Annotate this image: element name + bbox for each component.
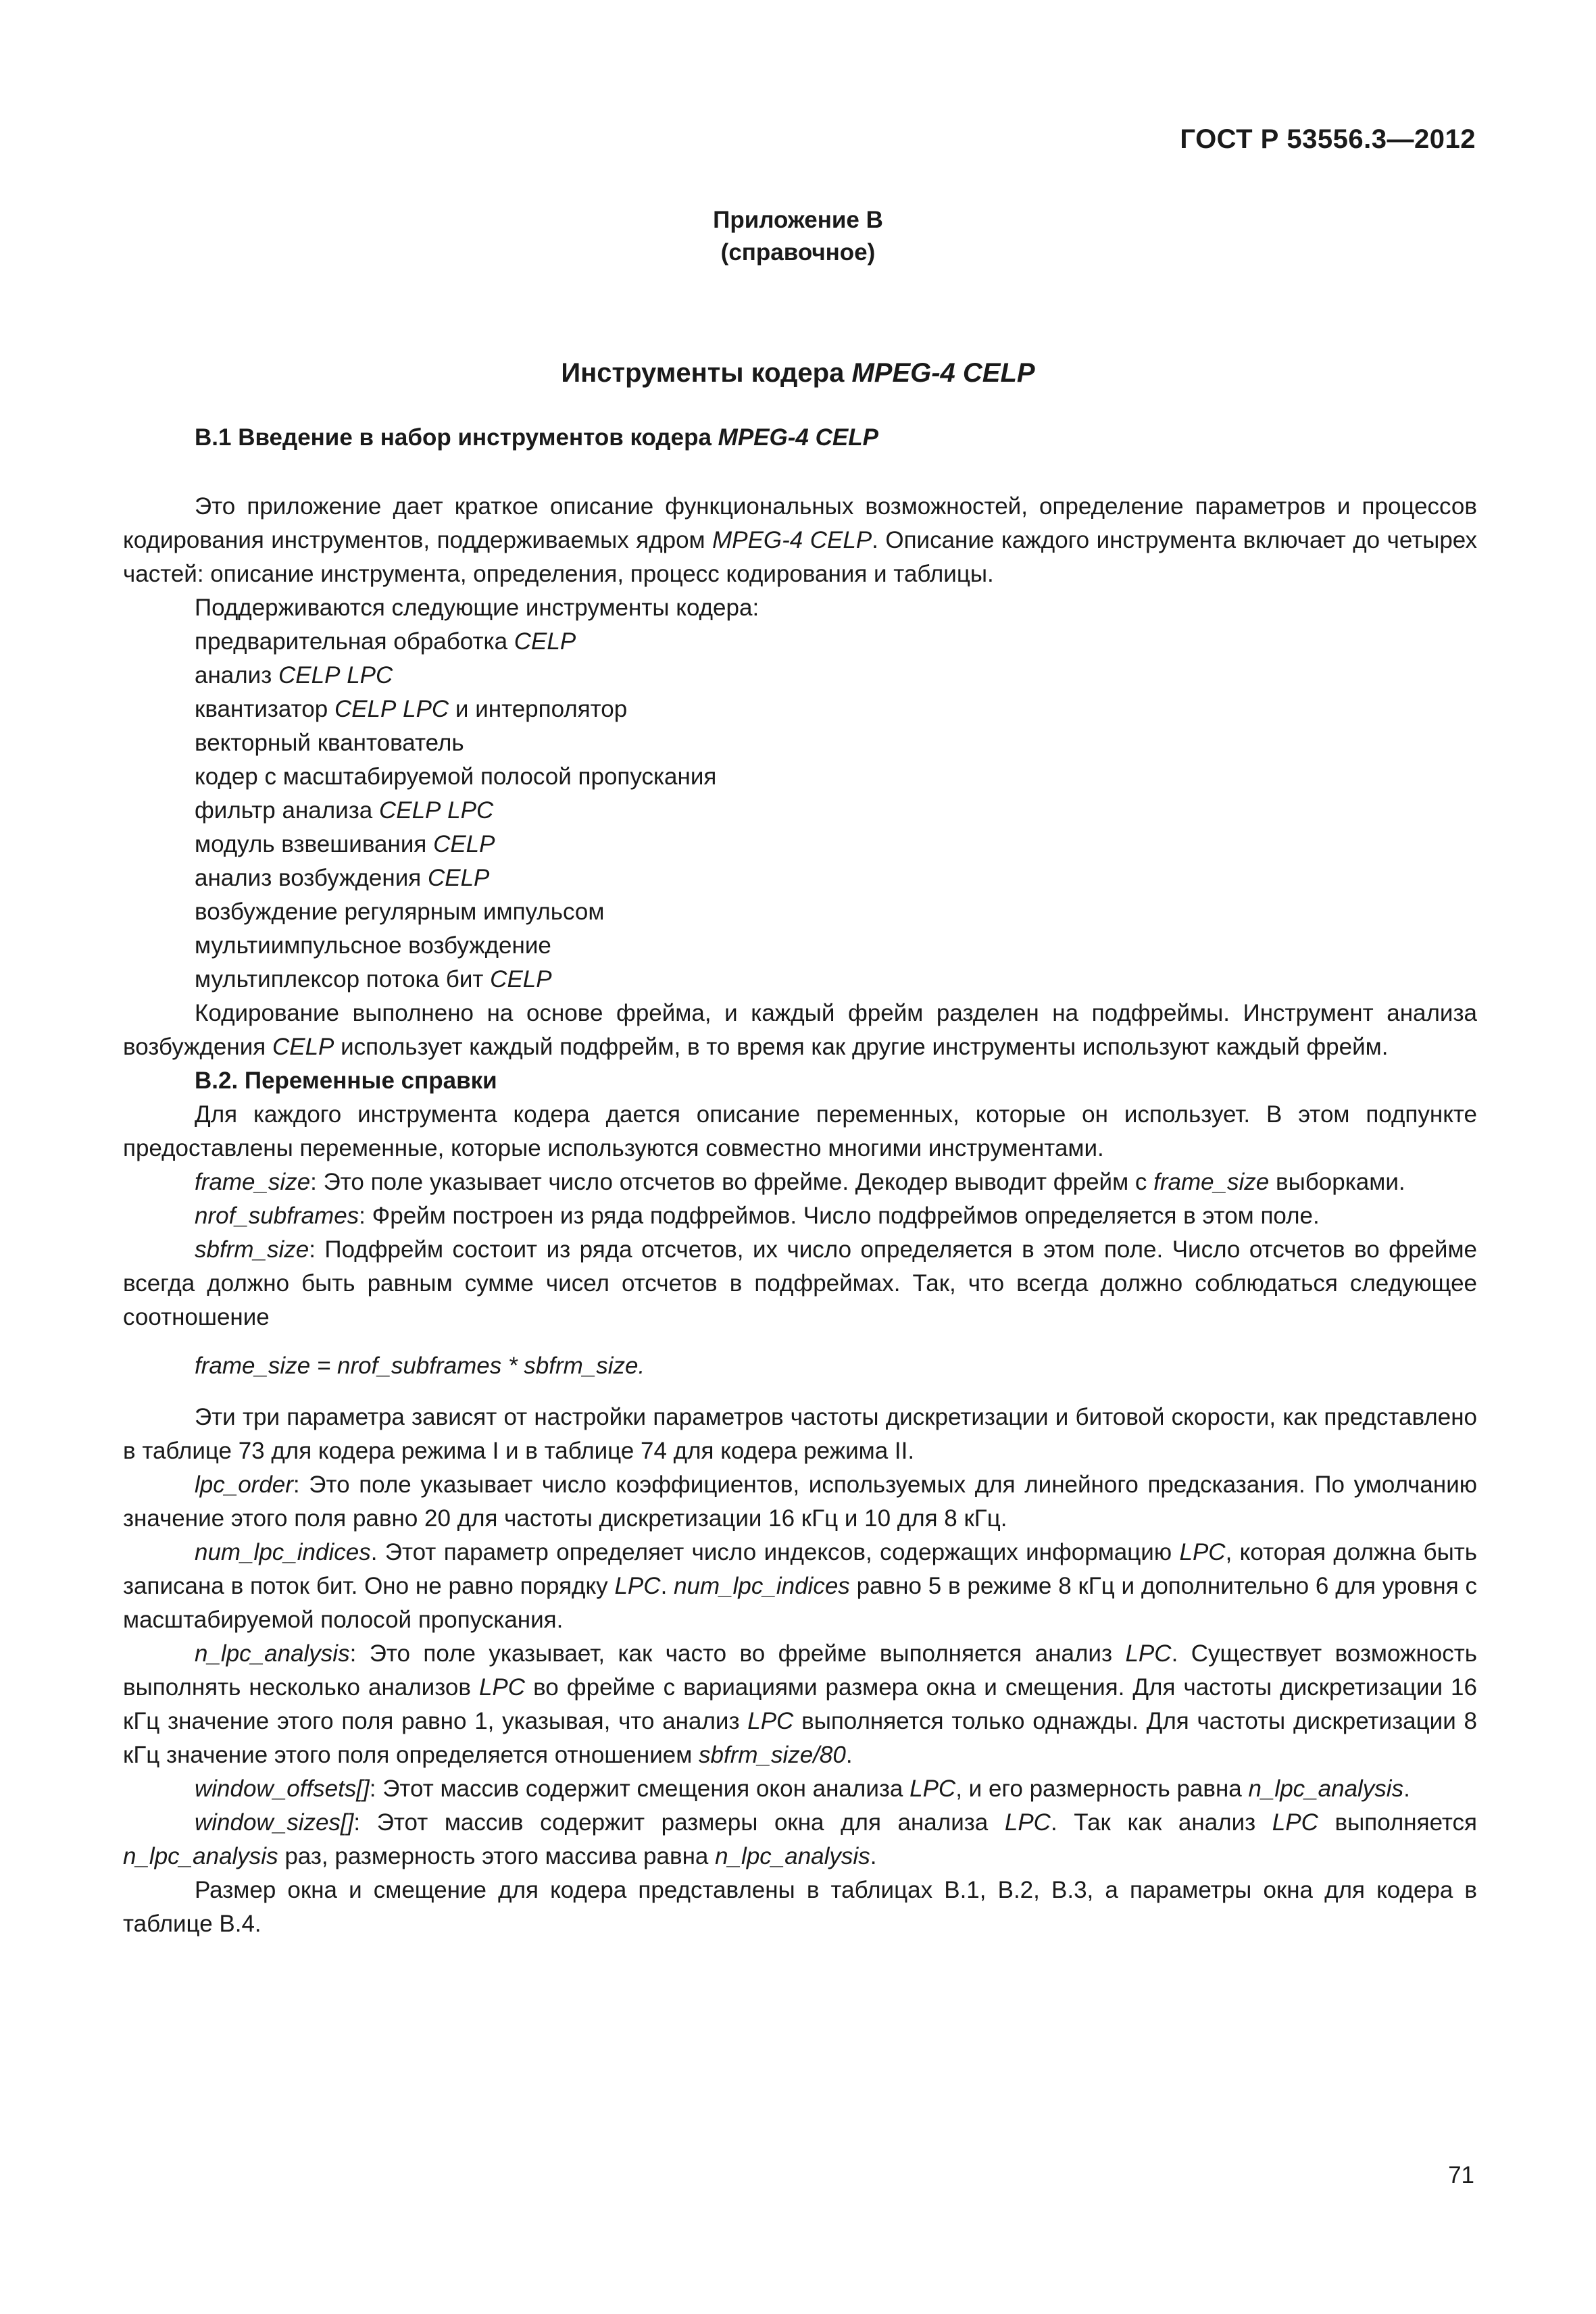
list-item: мультиимпульсное возбуждение [195, 932, 551, 959]
paragraph-nrof-subframes: nrof_subframes: Фрейм построен из ряда подфреймов. Число подфреймов определяется в этом поле. [195, 1203, 1320, 1229]
list-item: предварительная обработка CELP [195, 628, 576, 655]
section-1-title: В.1 Введение в набор инструментов кодера MPEG-4 CELP [195, 424, 878, 451]
paragraph-intro: Это приложение дает краткое описание функциональных возможностей, определение параметров и процессов кодирования инструментов, поддерживаемых ядром MPEG-4 CELP. Описание каждого инструмента включает до четырех частей: описание инструмента, определения, процесс кодирования и таблицы. [123, 493, 1477, 587]
list-item: векторный квантователь [195, 730, 464, 756]
list-item: возбуждение регулярным импульсом [195, 899, 605, 925]
paragraph-window-sizes: window_sizes[]: Этот массив содержит размеры окна для анализа LPC. Так как анализ LPC выполняется n_lpc_analysis раз, размерность этого массива равна n_lpc_analysis. [123, 1809, 1477, 1869]
list-item: квантизатор CELP LPC и интерполятор [195, 696, 628, 722]
list-item: модуль взвешивания CELP [195, 831, 495, 857]
paragraph-lpc-order: lpc_order: Это поле указывает число коэффициентов, используемых для линейного предсказания. По умолчанию значение этого поля равно 20 для частоты дискретизации 16 кГц и 10 для 8 кГц. [123, 1472, 1477, 1532]
list-item: анализ CELP LPC [195, 662, 393, 688]
paragraph-n-lpc-analysis: n_lpc_analysis: Это поле указывает, как часто во фрейме выполняется анализ LPC. Существует возможность выполнять несколько анализов LPC во фрейме с вариациями размера окна и смещения. Для частоты дискретизации 16 кГц значение этого поля равно 1, указывая, что анализ LPC выполняется только однажды. Для частоты дискретизации 8 кГц значение этого поля определяется отношением sbfrm_size/80. [123, 1640, 1478, 1768]
annex-title: Приложение В [713, 207, 883, 233]
page-number: 71 [1448, 2162, 1474, 2188]
paragraph-frame-size: frame_size: Это поле указывает число отсчетов во фрейме. Декодер выводит фрейм с frame_size выборками. [195, 1169, 1405, 1195]
list-item: мультиплексор потока бит CELP [195, 966, 552, 992]
annex-type: (справочное) [720, 239, 876, 266]
formula: frame_size = nrof_subframes * sbfrm_size. [195, 1353, 645, 1379]
body-text [123, 490, 1477, 1941]
list-item: анализ возбуждения CELP [195, 865, 490, 891]
paragraph-window-tables: Размер окна и смещение для кодера представлены в таблицах В.1, В.2, В.3, а параметры окна для кодера в таблице В.4. [123, 1877, 1477, 1937]
paragraph-parameters: Эти три параметра зависят от настройки параметров частоты дискретизации и битовой скорости, как представлено в таблице 73 для кодера режима I и в таблице 74 для кодера режима II. [123, 1404, 1477, 1464]
paragraph-tools-lead: Поддерживаются следующие инструменты кодера: [195, 595, 759, 621]
list-item: кодер с масштабируемой полосой пропускания [195, 763, 717, 790]
annex-heading [0, 204, 1596, 269]
paragraph-window-offsets: window_offsets[]: Этот массив содержит смещения окон анализа LPC, и его размерность равна n_lpc_analysis. [195, 1776, 1410, 1802]
standard-code: ГОСТ Р 53556.3—2012 [1180, 124, 1476, 154]
list-item: фильтр анализа CELP LPC [195, 797, 494, 824]
section-2-title: В.2. Переменные справки [195, 1067, 497, 1094]
main-title: Инструменты кодера MPEG-4 CELP [561, 358, 1035, 388]
paragraph-variables-intro: Для каждого инструмента кодера дается описание переменных, которые он использует. В этом подпункте предоставлены переменные, которые используются совместно многими инструментами. [123, 1101, 1477, 1161]
paragraph-framing: Кодирование выполнено на основе фрейма, и каждый фрейм разделен на подфреймы. Инструмент анализа возбуждения CELP использует каждый подфрейм, в то время как другие инструменты используют каждый фрейм. [123, 1000, 1477, 1060]
paragraph-sbfrm-size: sbfrm_size: Подфрейм состоит из ряда отсчетов, их число определяется в этом поле. Число отсчетов во фрейме всегда должно быть равным сумме чисел отсчетов в подфреймах. Так, что всегда должно соблюдаться следующее соотношение [123, 1236, 1477, 1330]
paragraph-num-lpc-indices: num_lpc_indices. Этот параметр определяет число индексов, содержащих информацию LPC, которая должна быть записана в поток бит. Оно не равно порядку LPC. num_lpc_indices равно 5 в режиме 8 кГц и дополнительно 6 для уровня с масштабируемой полосой пропускания. [123, 1539, 1477, 1633]
